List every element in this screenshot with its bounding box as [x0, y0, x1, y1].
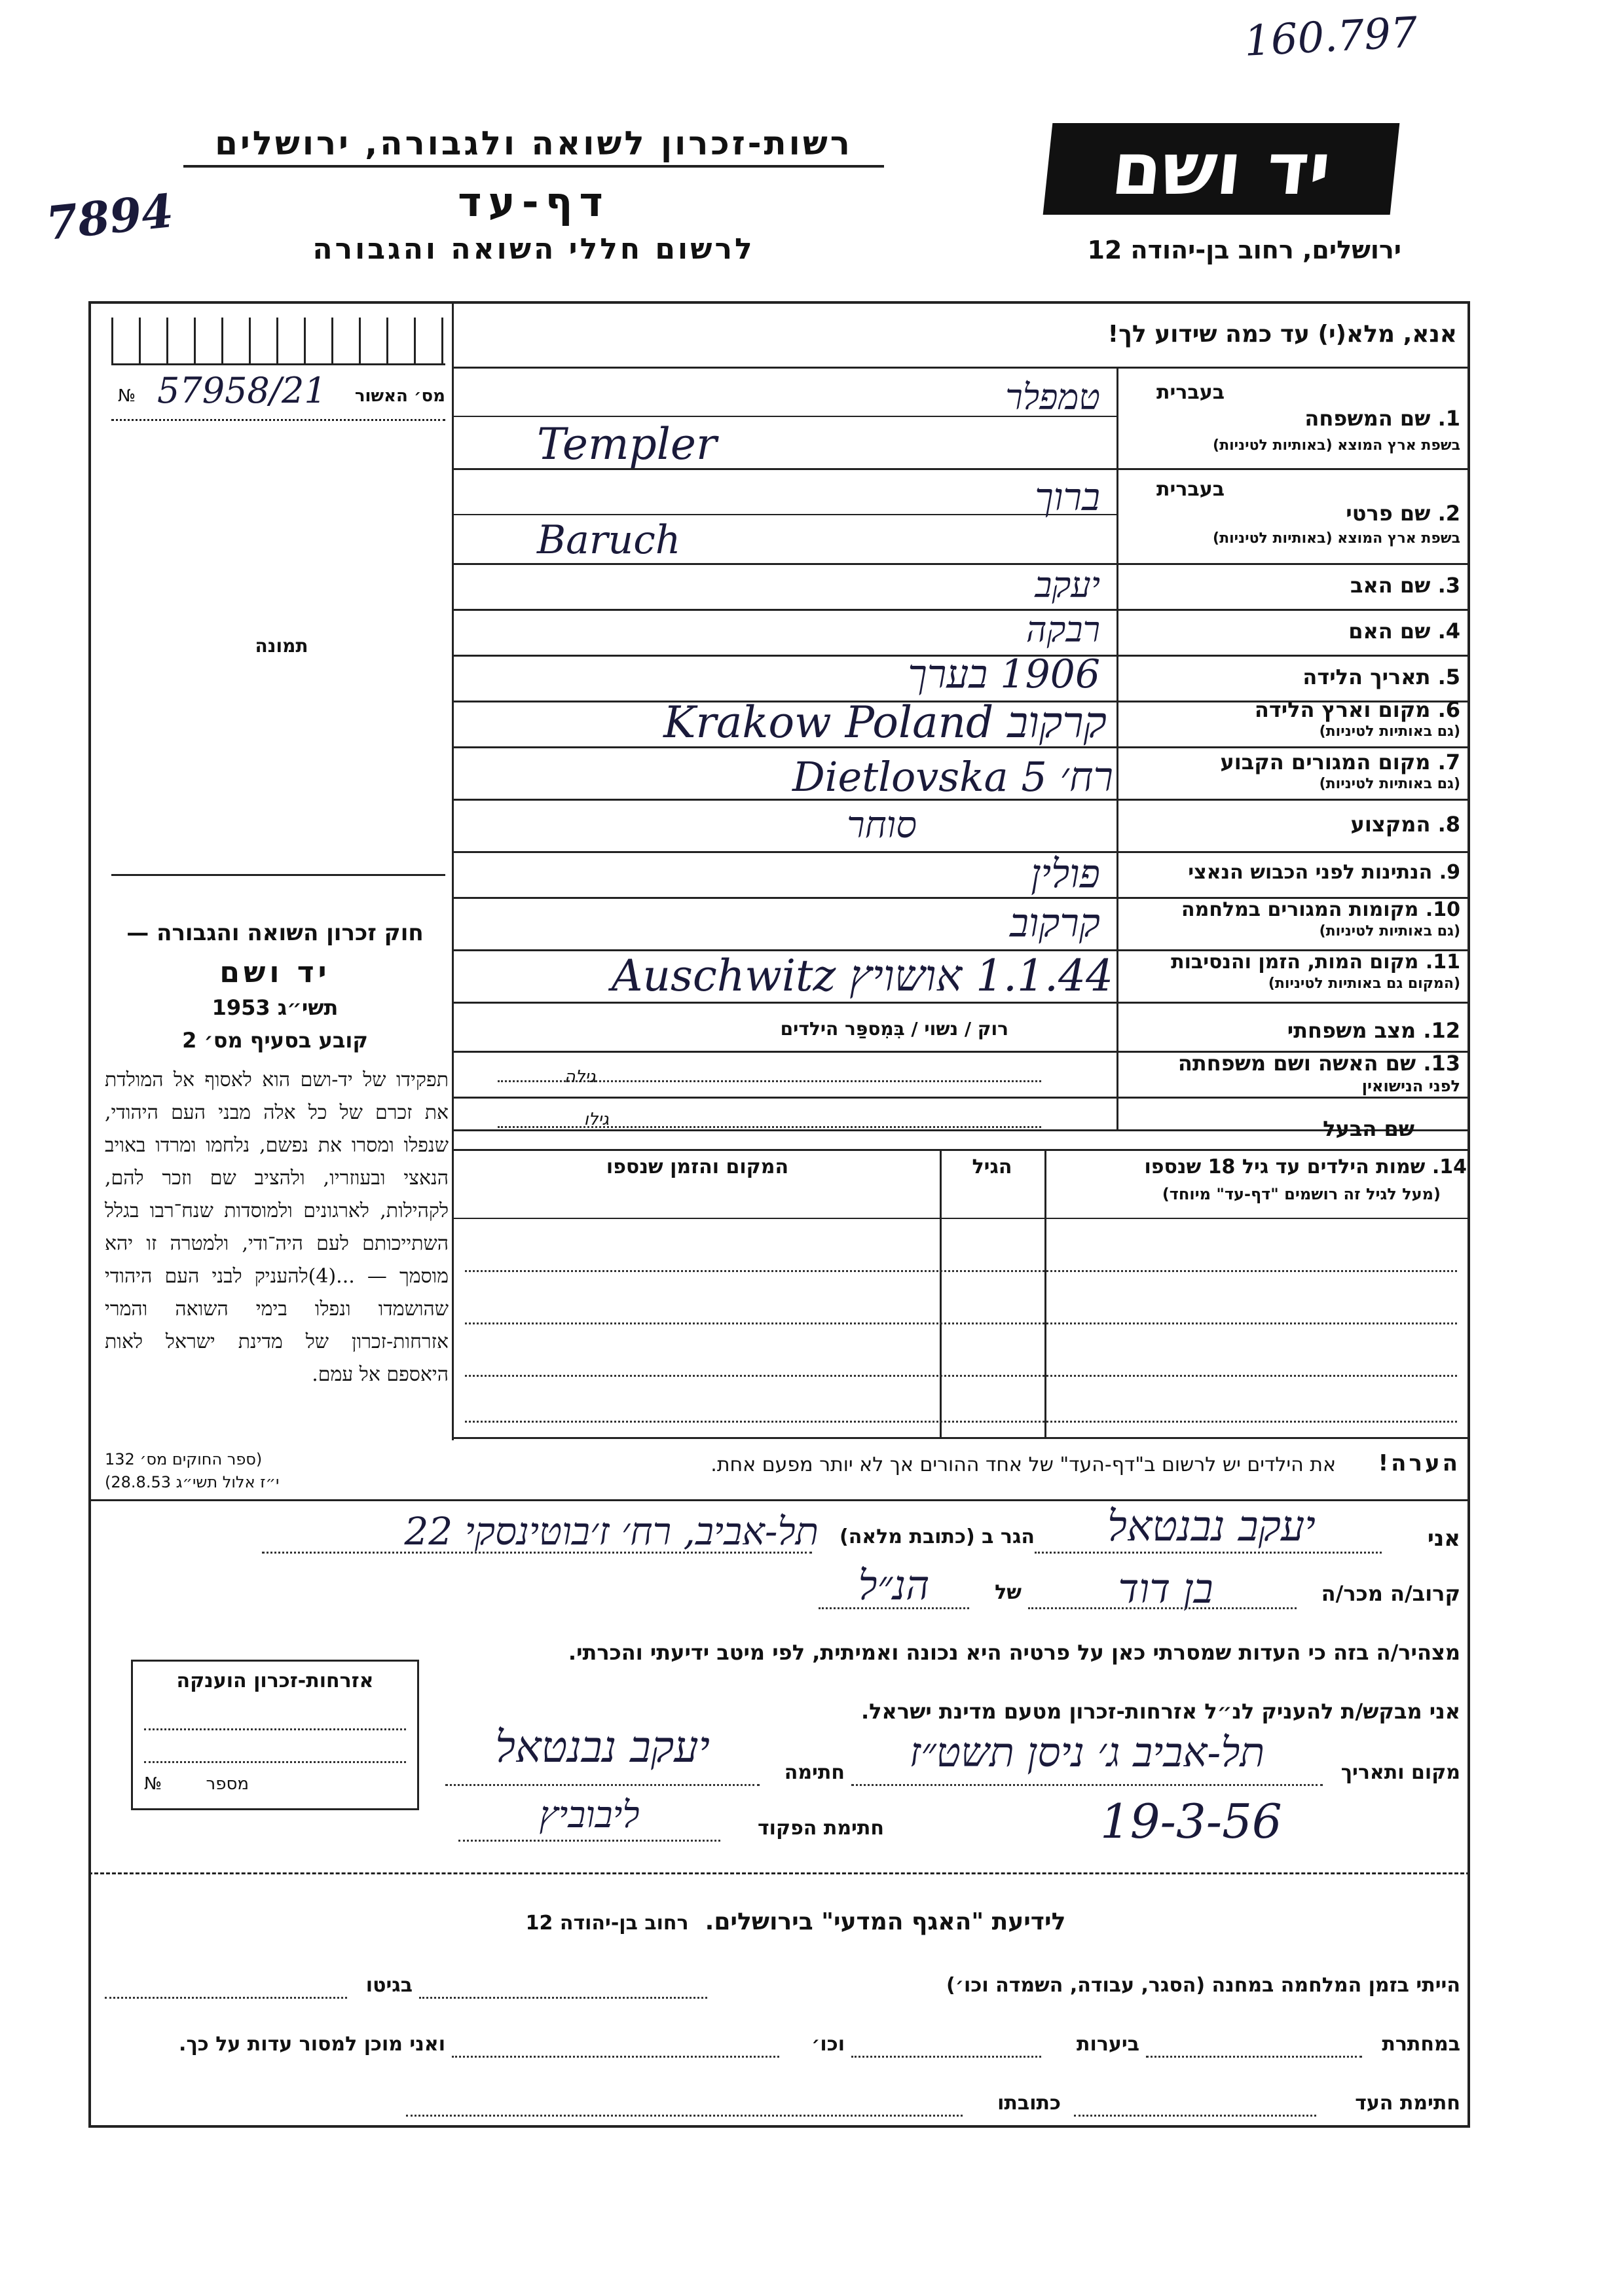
field-1-value-lat: Templer — [537, 419, 717, 469]
decl-of-label: של — [995, 1581, 1022, 1604]
bottom-line2-c: וכו׳ — [811, 2033, 845, 2056]
field-12-value: רוק / נשוי / בִּמִספַּר הילדים — [780, 1018, 1008, 1040]
children-col-age: הגיל — [972, 1156, 1012, 1178]
decl-i-value: יעקב נבנטאל — [1107, 1503, 1316, 1551]
registration-boxes — [111, 318, 445, 365]
bottom-line1-b: בגיטו — [365, 1974, 413, 1997]
address: ירושלים, רחוב בן-יהודה 12 — [1087, 236, 1401, 264]
field-7-label: 7. מקום המגורים הקבוע — [1220, 750, 1460, 774]
field-1-value-he: טמפלר — [1005, 376, 1100, 418]
bottom-line1-a: הייתי בזמן המלחמה במחנה (הסגר, עבודה, השמדה וכו׳) — [946, 1974, 1460, 1997]
decl-lives-value: תל-אביב, רח׳ ז׳בוטינסקי 22 — [404, 1509, 819, 1554]
field-11-value: 1.1.44 אושויץ Auschwitz — [611, 951, 1113, 1001]
decl-signature-value: יעקב נבנטאל — [495, 1722, 710, 1772]
field-2-value-lat: Baruch — [537, 517, 681, 563]
field-2-tag: בעברית — [1156, 478, 1225, 501]
certificate-number-label: מספר — [206, 1774, 249, 1794]
field-13-age-label: גילה — [564, 1067, 596, 1087]
decl-of-value: הנ״ל — [858, 1561, 930, 1609]
certificate-title: אזרחות-זכרון הוענקה — [176, 1669, 374, 1692]
field-3-label: 3. שם האב — [1350, 573, 1460, 598]
field-3-value: יעקב — [1035, 564, 1100, 606]
decl-relation-value: בן דוד — [1118, 1565, 1213, 1613]
field-6-label: 6. מקום וארץ הלידה — [1254, 697, 1460, 722]
bottom-line3-a: חתימת העד — [1355, 2092, 1460, 2115]
decl-lives-label: הגר ב (כתובת מלאה) — [839, 1525, 1035, 1548]
field-7-value: רח׳ Dietlovska 5 — [792, 753, 1113, 801]
yad-vashem-logo: יד ושם — [1043, 123, 1400, 215]
law-text: תפקידו של יד-ושם הוא לאסוף אל המולדת את זכרם של כל אלה מבני העם היהודי, שנפלו ומסרו את נפשם, נלחמו ומרדו באויב הנאצי ובעוזריו, ולהציב שם וזכר להם, לקהילות, לארגונים ולמוסדות שנח־רבו בגלל השתייכותם לעם היה־ודי, ולמטרה זו יהא מוסמך — ...(4)להעניק לבני העם היהודי שהושמדו ונפלו בימי השואה והמרי אזרחות-זכרון של מדינת ישראל לאות היאספם אל עמם. — [105, 1068, 449, 1386]
form-title: דף-עד — [458, 178, 610, 226]
field-2-value-he: ברוך — [1035, 475, 1100, 519]
note-label: הערה! — [1378, 1450, 1460, 1476]
field-8-value: סוחר — [847, 804, 917, 847]
authority-title: רשות-זכרון לשואה ולגבורה, ירושלים — [183, 124, 884, 168]
bottom-title: לידיעת "האגף המדעי" בירושלים. רחוב בן-יהודה 12 — [525, 1908, 1066, 1935]
registration-value: 57958/21 — [157, 370, 327, 411]
bottom-line2-a: במחתרת — [1382, 2033, 1460, 2056]
field-6-sub: (גם באותיות לטיניות) — [1319, 723, 1460, 740]
bottom-line2-d: ואני מוכן למסור עדות על כך. — [179, 2033, 445, 2056]
field-4-value: רבקה — [1025, 609, 1100, 650]
field-1-label: 1. שם המשפחה — [1304, 406, 1460, 431]
decl-officer-value: ליבוביץ — [539, 1794, 640, 1836]
decl-signature-label: חתימה — [784, 1761, 845, 1784]
field-9-value: פולין — [1031, 851, 1100, 897]
husband-age-label: גילו — [583, 1110, 609, 1129]
bottom-line2-b: ביערות — [1077, 2033, 1139, 2056]
field-13-sub: לפני הנישואין — [1361, 1077, 1460, 1095]
field-9-label: 9. הנתינות לפני הכבוש הנאצי — [1188, 861, 1460, 884]
law-source-2: י״ז אלול תשי״ג 28.8.53) — [105, 1473, 280, 1491]
form-subtitle: לרשום חללי השואה והגבורה — [312, 232, 755, 266]
children-sub: (מעל לגיל זה רושמים "דף-עד" מיוחד) — [1162, 1185, 1441, 1203]
registration-label: מס׳ האשור — [354, 386, 445, 406]
field-5-label: 5. תאריך הלידה — [1302, 665, 1460, 689]
field-13-label: 13. שם האשה ושם משפחתה — [1177, 1051, 1460, 1076]
field-1-sub: בשפת ארץ המוצא (באותיות לטיניות) — [1213, 437, 1460, 454]
field-4-label: 4. שם האם — [1348, 619, 1460, 644]
field-12-label: 12. מצב משפחתי — [1287, 1018, 1460, 1043]
field-10-label: 10. מקומות המגורים במלחמה — [1181, 898, 1460, 921]
bottom-line3-b: כתובתו — [997, 2092, 1061, 2115]
law-logo: יד ושם — [219, 956, 331, 989]
law-source-1: (ספר החוקים מס׳ 132 — [105, 1450, 263, 1468]
field-11-label: 11. מקום המות, הזמן והנסיבות — [1171, 951, 1460, 974]
registration-prefix: № — [118, 386, 136, 406]
law-clause: קובע בסעיף מס׳ 2 — [182, 1028, 368, 1053]
law-title: חוק זכרון השואה והגבורה — — [126, 920, 424, 946]
husband-label: שם הבעל — [1323, 1116, 1414, 1141]
decl-place-date-value: תל-אביב ג׳ ניסן תשט״ז — [909, 1728, 1265, 1776]
decl-statement: מצהיר/ה בזה כי העדות שמסרתי כאן על פרטיה היא נכונה ואמיתית, לפי מיטב ידיעתי והכרתי. — [568, 1640, 1460, 1665]
field-1-tag: בעברית — [1156, 381, 1225, 404]
decl-request: אני מבקש/ת להעניק לנ״ל אזרחות-זכרון מטעם מדינת ישראל. — [861, 1699, 1460, 1724]
law-year: תשי״ג 1953 — [212, 995, 339, 1020]
margin-number: 7894 — [43, 183, 176, 251]
decl-relation-label: קרוב/ה מכר/ה — [1321, 1581, 1460, 1606]
field-8-label: 8. המקצוע — [1350, 812, 1460, 837]
field-2-label: 2. שם פרטי — [1346, 501, 1460, 526]
decl-date-value: 19-3-56 — [1100, 1794, 1282, 1849]
decl-i-label: אני — [1427, 1525, 1460, 1552]
children-col-place: המקום והזמן שנספו — [606, 1156, 789, 1178]
decl-officer-label: חתימת הפקוד — [758, 1817, 884, 1840]
decl-place-date-label: מקום ותאריך — [1340, 1761, 1460, 1784]
note-text: את הילדים יש לרשום ב"דף-העד" של אחד ההורים אך לא יותר מפעם אחת. — [710, 1453, 1336, 1476]
children-label: 14. שמות הילדים עד גיל 18 שנספו — [1144, 1156, 1467, 1178]
field-11-sub: (המקום גם באותיות לטיניות) — [1268, 975, 1460, 992]
field-2-sub: בשפת ארץ המוצא (באותיות לטיניות) — [1213, 530, 1460, 547]
field-7-sub: (גם באותיות לטיניות) — [1319, 776, 1460, 792]
photo-label: תמונה — [255, 635, 308, 657]
certificate-number-prefix: № — [144, 1774, 162, 1794]
instructions: אנא, מלא(י) עד כמה שידוע לך! — [1107, 321, 1457, 348]
field-10-sub: (גם באותיות לטיניות) — [1319, 923, 1460, 939]
field-6-value: קרקוב Krakow Poland — [663, 697, 1107, 748]
field-10-value: קרקוב — [1010, 900, 1100, 946]
field-5-value: 1906 בערך — [908, 651, 1100, 697]
archive-number: 160.797 — [1243, 9, 1419, 66]
